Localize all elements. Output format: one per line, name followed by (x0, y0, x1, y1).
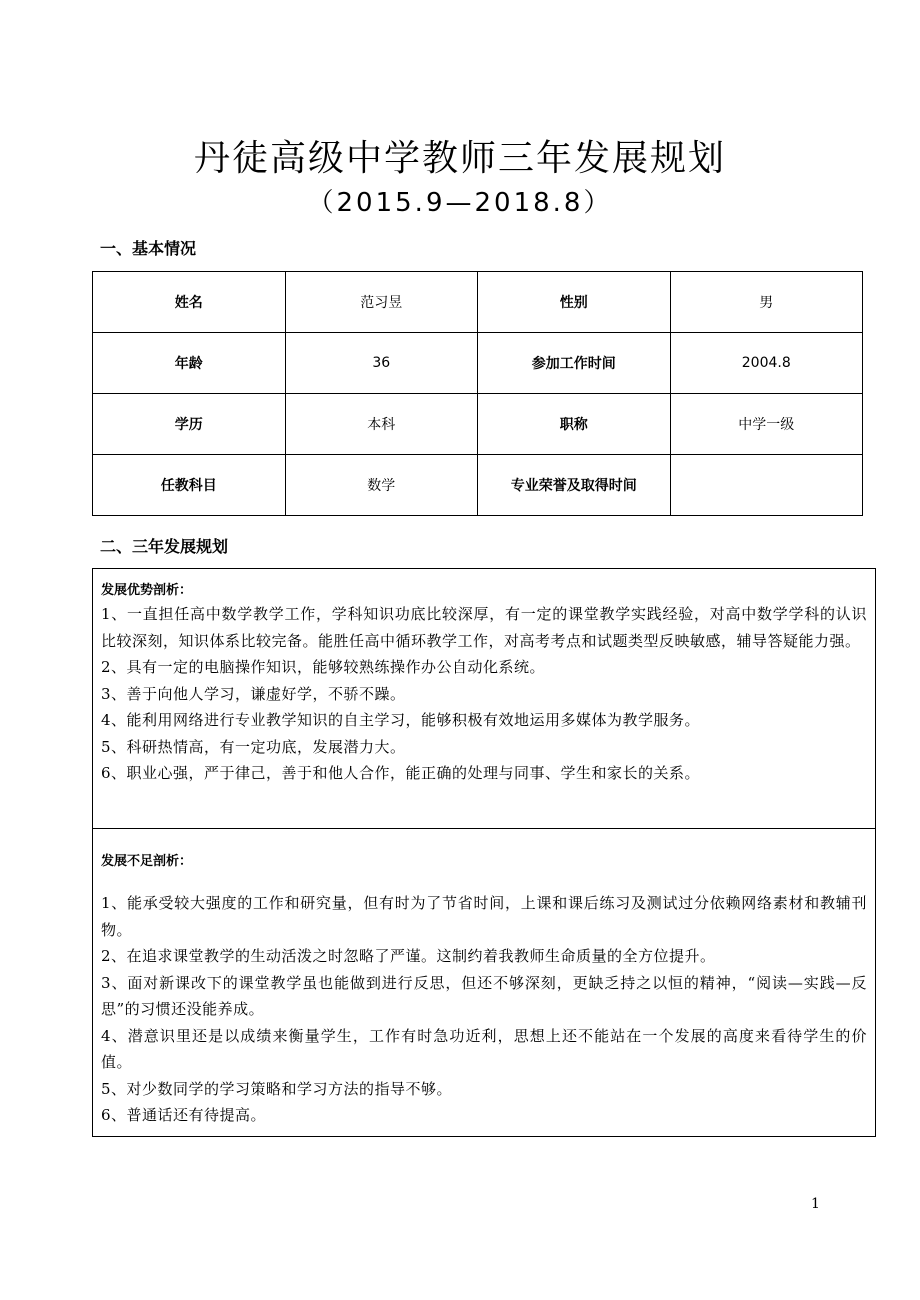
strengths-heading: 发展优势剖析： (101, 583, 193, 598)
education-label: 学历 (93, 394, 286, 455)
work-start-label: 参加工作时间 (478, 333, 671, 394)
list-item: 6、职业心强，严于律己，善于和他人合作，能正确的处理与同事、学生和家长的关系。 (101, 764, 701, 782)
strengths-box (92, 568, 876, 829)
subject-value: 数学 (285, 455, 478, 516)
gender-label: 性别 (478, 272, 671, 333)
list-item: 5、科研热情高，有一定功底，发展潜力大。 (101, 737, 406, 756)
name-label: 姓名 (93, 272, 286, 333)
list-item: 3、善于向他人学习，谦虚好学，不骄不躁。 (101, 684, 406, 703)
list-item: 4、潜意识里还是以成绩来衡量学生，工作有时急功近利，思想上还不能站在一个发展的高度来看待学生的价值。 (101, 1026, 867, 1071)
list-item: 5、对少数同学的学习策略和学习方法的指导不够。 (101, 1079, 453, 1098)
table-row (93, 272, 863, 333)
document-subtitle: （2015.9—2018.8） (307, 188, 613, 218)
title-label: 职称 (478, 394, 671, 455)
document-title: 丹徒高级中学教师三年发展规划 (193, 138, 726, 179)
section-plan-heading: 二、三年发展规划 (100, 537, 229, 556)
table-row (93, 455, 863, 516)
list-item: 6、普通话还有待提高。 (101, 1106, 267, 1124)
table-row (93, 394, 863, 455)
age-label: 年龄 (93, 333, 286, 394)
weaknesses-heading: 发展不足剖析： (101, 854, 193, 869)
list-item: 2、具有一定的电脑操作知识，能够较熟练操作办公自动化系统。 (101, 658, 546, 676)
page-number: 1 (811, 1196, 820, 1212)
list-item: 4、能利用网络进行专业教学知识的自主学习，能够积极有效地运用多媒体为教学服务。 (101, 711, 701, 729)
list-item: 3、面对新课改下的课堂教学虽也能做到进行反思，但还不够深刻，更缺乏持之以恒的精神，“阅读—实践—反思”的习惯还没能养成。 (101, 973, 867, 1018)
gender-value: 男 (670, 272, 863, 333)
basic-info-table (92, 271, 863, 516)
table-row (93, 333, 863, 394)
list-item: 1、能承受较大强度的工作和研究量，但有时为了节省时间，上课和课后练习及测试过分依赖网络素材和教辅刊物。 (101, 894, 867, 939)
list-item: 1、一直担任高中数学教学工作，学科知识功底比较深厚，有一定的课堂教学实践经验，对高中数学学科的认识比较深刻，知识体系比较完备。能胜任高中循环教学工作，对高考考点和试题类型反映敏感，辅导答疑能力强。 (101, 605, 867, 650)
list-item: 2、在追求课堂教学的生动活泼之时忽略了严谨。这制约着我教师生命质量的全方位提升。 (101, 947, 716, 965)
education-value: 本科 (285, 394, 478, 455)
section-basic-info-heading: 一、基本情况 (100, 239, 197, 258)
weaknesses-box (92, 828, 876, 1137)
honors-value (670, 455, 863, 516)
title-value: 中学一级 (670, 394, 863, 455)
name-value: 范习昱 (285, 272, 478, 333)
work-start-value: 2004.8 (670, 333, 863, 394)
honors-label: 专业荣誉及取得时间 (478, 455, 671, 516)
age-value: 36 (285, 333, 478, 394)
subject-label: 任教科目 (93, 455, 286, 516)
